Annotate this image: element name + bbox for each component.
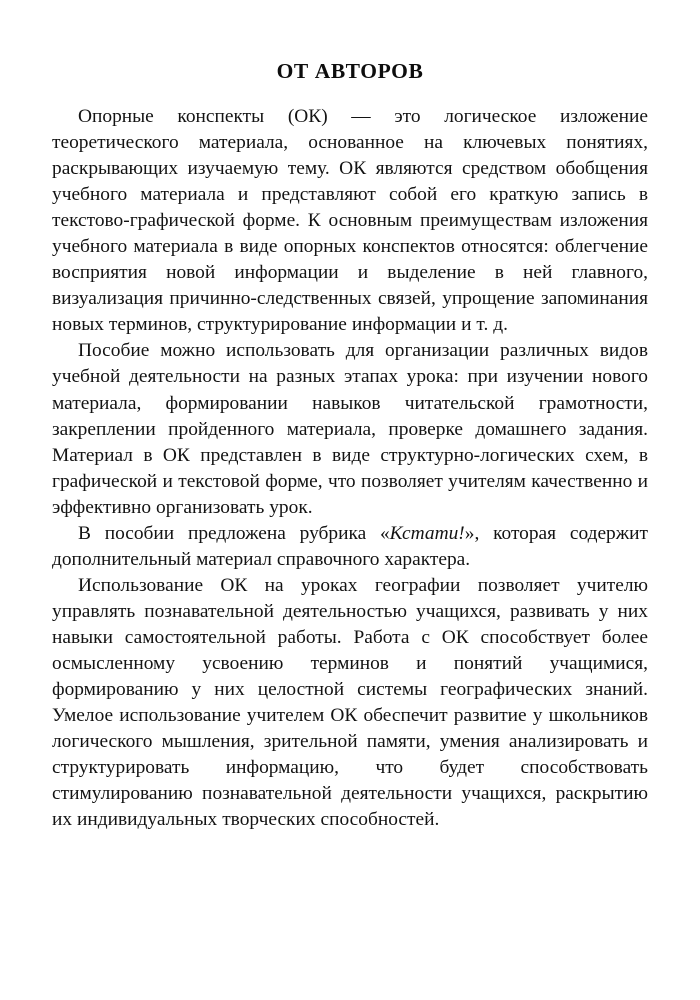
rubric-name-emphasis: Кстати! (389, 522, 465, 544)
text-column (52, 0, 648, 833)
paragraph-2: Пособие можно использовать для организации различных видов учебной деятельности на разных этапах урока: при изучении нового материала, формировании навыков читательской грамотности, закреплении пройденного материала, проверке домашнего задания. Материал в ОК представлен в виде структурно-логических схем, в графической и текстовой форме, что позволяет учителям качественно и эффективно организовать урок. (52, 340, 648, 518)
paragraph-3-tail: », которая содержит дополнительный материал справочного характера. (52, 522, 649, 570)
paragraph-3-lead: В пособии предложена рубрика « (78, 522, 390, 544)
paragraph-4: Использование ОК на уроках географии позволяет учителю управлять познавательной деятельностью учащихся, развивать у них навыки самостоятельной работы. Работа с ОК способствует более осмысленному усвоению терминов и понятий учащимися, формированию у них целостной системы географических знаний. Умелое использование учителем ОК обеспечит развитие у школьников логического мышления, зрительной памяти, умения анализировать и структурировать информацию, что будет способствовать стимулированию познавательной деятельности учащихся, раскрытию их индивидуальных творческих способностей. (52, 574, 648, 831)
paragraph-3 (52, 521, 648, 573)
page-title: ОТ АВТОРОВ (276, 59, 424, 83)
body-copy (52, 104, 648, 833)
paragraph-1: Опорные конспекты (ОК) — это логическое изложение теоретического материала, основанное на ключевых понятиях, раскрывающих изучаемую тему. ОК являются средством обобщения учебного материала и представляют собой его краткую запись в текстово-графической форме. К основным преимуществам изложения учебного материала в виде опорных конспектов относятся: облегчение восприятия новой информации и выделение в ней главного, визуализация причинно-следственных связей, упрощение запоминания новых терминов, структурирование информации и т. д. (52, 106, 648, 336)
